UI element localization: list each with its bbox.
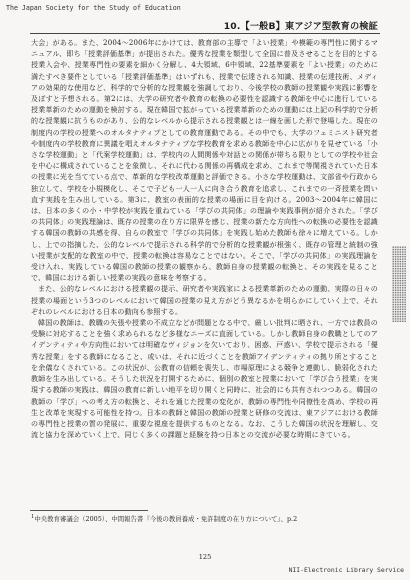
section-title: 10.【一般B】東アジア型教育の検証 — [223, 21, 378, 32]
body-paragraph: 大会」がある。また、2004～2006年にかけては、教育部の主導で「よい授業」や模範の専門性に関するマニュアル、即ち「授業評価基準」が提出された。優秀な授業を類型して全国に普及させることを目的とする授業入会や、授業専門性の要素を細かく分解し、4大領域、6中領域、22基準要素を「よい授業」のために満たすべき要件としている「授業評価基準」はいずれも、授業で伝達される知識、授業の伝達技術、メディアの効果的な使用など、科学的で分析的な授業観を強調しており、今後学校の教師の授業観や実践に影響を及ぼすと予想される。第2には、大学の研究者や教育の転換の必要性を認識する教師を中心に進行している授業革新のための運動を検討する。現在韓国で拡がっている授業革新のための運動には上記の科学的で分析的な授業観に抗うものがあり、公的なレベルから提示される授業観とは一線を画した形で登場した。現在の制度内の学校の授業へのオルタナティブとしての教育運動である。その中でも、大学のフェミニスト研究者や制度内の学校教育に異議を唱えオルタナティブな学校教育を求める教師を中心に広がりを見せている「小さな学校運動」と「代案学校運動」は、学校内の人間関係や対話との関係が帯ちる限りとしての学校や社会を中心に構成されていることを象徴し、それに代わる関係の再構成を求め、これまで等閑視されていた日本の授業に光を当てている点で、革新的な学校改革運動と評価できる。小さな学校運動は、文部省や行政から独立して、学校を小規模化し、そこで子ども一人一人に向き合う教育を追求し、これまでの一斉授業を問い直す実践を生み出している。第3に、教室の表面的な授業の場面に目を向ける。2003～2004年に韓国には、日本の多くの小・中学校が実践を重ねている「学びの共同体」の理論や実践事例が紹介された。「学びの共同体」の実践理論は、既存の授業の在り方に限界を感じ、授業の新たな方向性への転換の必要性を認識する韓国の教師の共感を得、自らの教室で「学びの共同体」を実践し始めた教師も徐々に増えている。しかし、上での指摘した、公的なレベルで提示される科学的で分析的な授業観が根強く、既存の管理と統制の強い授業が支配的な教室の中で、授業の転換は容易なことではない。そこで、「学びの共同体」の実践理論を受け入れ、実践している韓国の教師の授業の観察から、教師自身の授業観の転換と、その実践を見ることで、韓国における新しい授業の実践の意味を考察する。 — [31, 39, 378, 283]
journal-society-header: The Japan Society for the Study of Education — [6, 4, 181, 12]
body-paragraph: 韓国の教師は、教職の矢張や授業の不成立などが問題となる中で、厳しい批判に晒され、一方では教員の受験に対応することを強く求められるなど多様なニーズに直面している。しかし教師自身の教職としてのアイデンティティや方向性においては明確なヴィジョンを欠いており、困惑、戸惑い、学校で提示される「優秀な授業」をする教師になること、或いは、それに近づくことを教師アイデンティティの拠り所とすることを余儀なくされている。この状況が、公教育の信頼を喪失し、市場原理による競争と連動し、脆弱化された教師を生み出している。そうした状況を打開するために、個別の教室と授業において「学び合う授業」を実現する教師の実践は、韓国の教育に新しい地平を切り開くと同時に、社会的にも共有されつつある。韓国の教師の「学び」への考え方の転換と、それを通じた授業の変化が、教師の専門性や同僚性を高め、学校の再生と改革を実現する可能性を持つ。日本の教師と韓国の教師の授業と研修の交流は、東アジアにおける教師の専門性と授業の質の発展に、重要な視座を提供するものとなる。なお、こうした韓国の状況を理解し、交流と協力を深めていく上で、同じく多くの課題と経験を持つ日本との交流が必要な時期にきている。 — [31, 319, 378, 440]
library-service-footer: NII-Electronic Library Service — [288, 566, 404, 574]
margin-scan-mark — [392, 246, 406, 322]
footnote-separator — [30, 510, 148, 511]
title-underline-rule — [30, 33, 380, 34]
footnote — [31, 514, 378, 523]
footnote-text: 中央教育審議会（2005）、中間報告書『今後の教員養成・免許制度の在り方について』、p.2 — [34, 515, 298, 524]
body-text — [31, 38, 378, 470]
page-number: 125 — [198, 553, 212, 561]
body-paragraph: また、公的なレベルにおける授業観の提示、研究者や実践家による授業革新のための運動、実際の日々の授業の場面という3つのレベルにおいて韓国の授業の見え方がどう異なるかを明らかにしていく上で、それぞれのレベルにおける日本の動向も参照する。 — [31, 285, 378, 316]
footnote-marker: 1 — [31, 514, 35, 520]
